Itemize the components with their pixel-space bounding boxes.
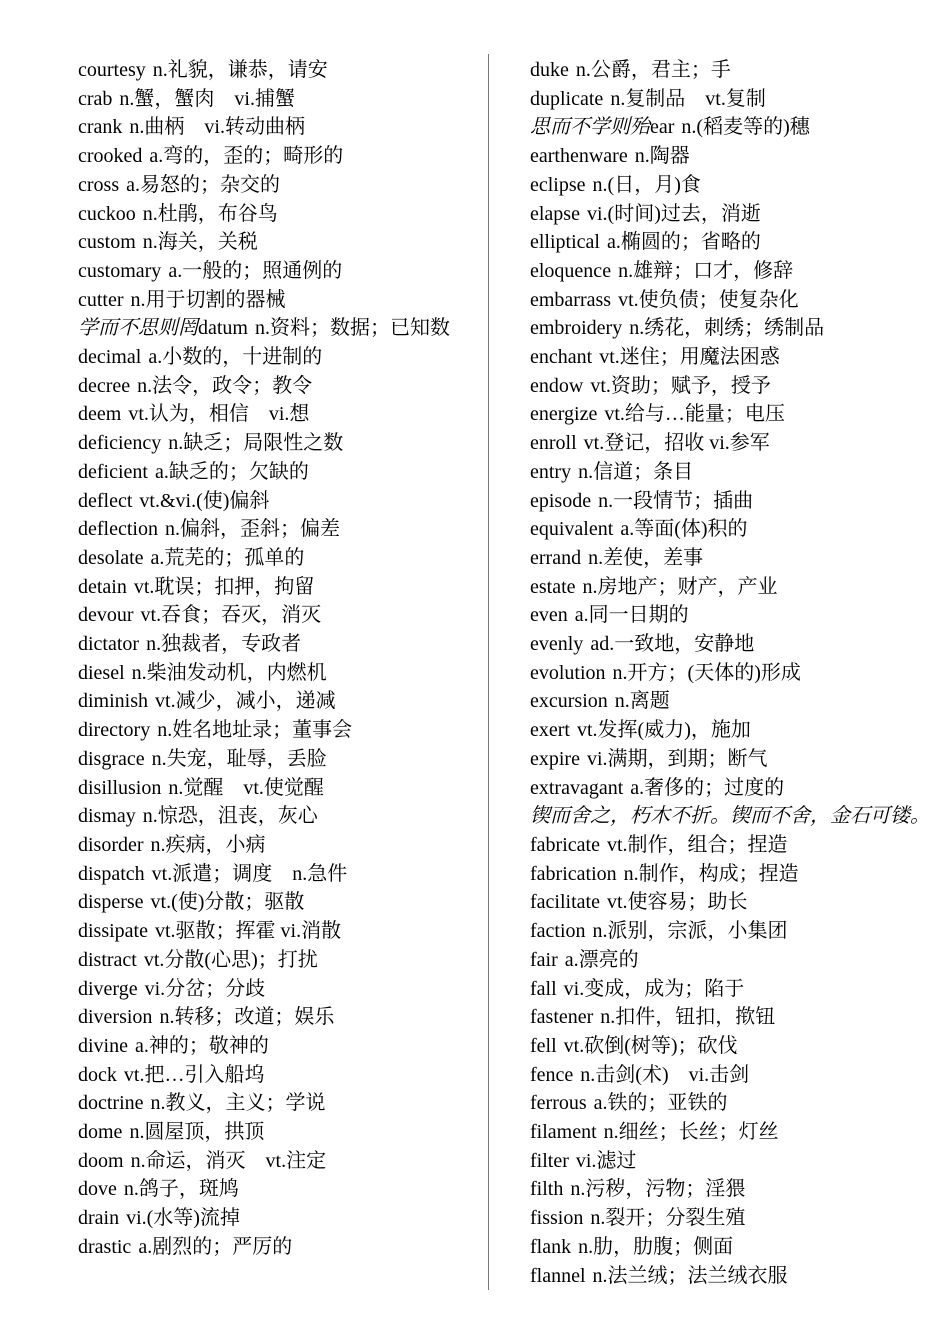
vocab-entry [78,888,473,917]
vocab-definition: n.杜鹃，布谷鸟 [142,202,278,225]
vocab-word: errand [530,546,582,569]
vocab-definition: n.肋，肋腹；侧面 [578,1235,734,1258]
vocab-definition: n.教义，主义；学说 [150,1092,326,1115]
vocab-definition: vt.认为，相信 vi.想 [128,403,310,426]
vocab-entry [78,1089,473,1118]
right-column [530,56,940,1290]
vocab-entry [78,1003,473,1032]
vocab-entry [530,601,940,630]
vocab-entry [78,1204,473,1233]
vocab-definition: vi.分岔；分歧 [144,977,266,1000]
vocab-word: cuckoo [78,202,136,225]
vocab-word: disillusion [78,776,162,799]
vocab-entry [530,85,940,114]
vocab-definition: n.公爵，君主；手 [575,59,731,81]
vocab-definition: n.缺乏；局限性之数 [168,432,344,455]
vocab-word: datum [198,317,248,340]
vocab-definition: a.剧烈的；严厉的 [138,1235,293,1258]
vocab-definition: n.差使，差事 [588,546,704,569]
vocab-word: decimal [78,346,142,369]
vocab-word: directory [78,719,151,742]
vocab-word: even [530,604,568,627]
vocab-word: facilitate [530,891,600,914]
vocab-entry [530,888,940,917]
vocab-definition: n.雄辩；口才，修辞 [618,259,794,282]
proverb-text: 思而不学则殆 [530,116,650,139]
vocab-entry [78,1118,473,1147]
vocab-definition: vi.满期，到期；断气 [586,747,768,770]
vocab-entry [530,257,940,286]
vocab-entry [78,400,473,429]
vocab-entry [530,1175,940,1204]
vocab-entry [530,1032,940,1061]
vocab-definition: n.姓名地址录；董事会 [157,719,353,742]
vocab-word: fabricate [530,833,600,856]
vocab-entry [78,372,473,401]
vocab-word: deficient [78,460,148,483]
vocab-definition: a.易怒的；杂交的 [126,173,280,196]
vocab-definition: vt.分散(心思)；打扰 [143,948,318,971]
vocab-definition: n.命运，消灭 vt.注定 [130,1149,327,1172]
column-divider [488,54,489,1290]
vocab-entry [530,659,940,688]
vocab-entry [78,515,473,544]
vocab-word: crooked [78,145,143,168]
vocab-definition: n.污秽，污物；淫猥 [570,1178,746,1201]
vocab-definition: a.铁的；亚铁的 [593,1092,728,1115]
vocab-definition: n.(稻麦等的)穗 [681,116,810,139]
vocab-definition: vt.(使)分散；驱散 [150,891,305,914]
vocab-word: evolution [530,661,606,684]
vocab-entry [530,774,940,803]
vocab-definition: vt.使容易；助长 [606,891,748,914]
vocab-entry [530,343,940,372]
vocab-definition: vt.资助；赋予，授予 [590,374,771,397]
vocab-entry [78,946,473,975]
vocab-definition: n.离题 [614,690,670,713]
vocab-entry [530,142,940,171]
vocab-definition: n.鸽子，斑鸠 [123,1178,239,1201]
vocab-entry [78,113,473,142]
vocab-word: filth [530,1178,564,1201]
vocab-entry [530,745,940,774]
vocab-definition: vt.迷住；用魔法困惑 [599,346,780,369]
vocab-entry [78,659,473,688]
vocab-entry [530,802,940,859]
vocab-entry [78,573,473,602]
vocab-word: dispatch [78,862,145,885]
vocab-word: earthenware [530,145,628,168]
vocab-entry [530,946,940,975]
vocab-entry [530,716,940,745]
vocab-definition: vt.驱散；挥霍 vi.消散 [155,920,342,943]
vocab-word: deem [78,403,122,426]
vocab-entry [78,687,473,716]
vocab-definition: n.一段情节；插曲 [598,489,754,512]
vocab-entry [78,802,473,831]
vocab-definition: n.复制品 vt.复制 [610,87,766,110]
vocab-definition: a.荒芜的；孤单的 [150,546,305,569]
vocab-word: ferrous [530,1092,587,1115]
vocab-definition: a.等面(体)积的 [620,518,748,541]
vocab-entry [78,831,473,860]
vocab-definition: n.(日，月)食 [592,173,701,196]
vocab-word: custom [78,231,136,254]
vocab-word: excursion [530,690,608,713]
vocab-word: expire [530,747,580,770]
vocab-definition: vt.使负债；使复杂化 [618,288,799,311]
vocab-word: diverge [78,977,138,1000]
vocab-entry [78,601,473,630]
vocab-word: divine [78,1034,128,1057]
vocab-entry [78,917,473,946]
vocab-word: devour [78,604,134,627]
vocab-entry [78,85,473,114]
vocab-entry [530,487,940,516]
vocab-word: deficiency [78,432,162,455]
vocab-word: dictator [78,633,140,656]
vocab-entry [78,1032,473,1061]
vocab-definition: vi.滤过 [575,1149,637,1172]
vocab-word: customary [78,259,162,282]
vocab-definition: n.用于切割的器械 [130,288,286,311]
vocab-word: disorder [78,833,144,856]
vocab-definition: vt.派遣；调度 n.急件 [151,862,348,885]
vocab-definition: n.失宠，耻辱，丢脸 [151,747,327,770]
vocab-word: filament [530,1121,597,1144]
vocab-definition: a.缺乏的；欠缺的 [154,460,309,483]
vocab-entry [530,687,940,716]
vocab-entry [530,630,940,659]
vocab-definition: n.独裁者，专政者 [146,633,302,656]
vocab-definition: n.曲柄 vi.转动曲柄 [129,116,305,139]
left-column [78,56,473,1262]
vocab-entry [530,1147,940,1176]
vocab-word: eclipse [530,173,586,196]
vocab-entry [530,917,940,946]
vocab-entry [530,372,940,401]
vocab-word: fair [530,948,558,971]
vocab-definition: a.弯的，歪的；畸形的 [149,145,344,168]
vocab-definition: vt.发挥(威力)，施加 [576,719,751,742]
vocab-entry [78,1175,473,1204]
vocab-word: dissipate [78,920,148,943]
vocab-word: ear [650,116,675,139]
vocab-entry [530,1262,940,1291]
vocab-word: filter [530,1149,569,1172]
vocab-entry [530,975,940,1004]
vocab-word: detain [78,575,127,598]
vocab-definition: n.礼貌，谦恭，请安 [152,59,328,81]
vocab-entry [78,56,473,85]
vocab-entry [530,544,940,573]
vocab-entry [78,228,473,257]
vocab-entry [78,1147,473,1176]
proverb-text: 学而不思则罔 [78,317,198,340]
vocab-definition: vt.登记，招收 vi.参军 [583,432,770,455]
vocab-definition: a.神的；敬神的 [135,1034,269,1057]
vocab-definition: vi.变成，成为；陷于 [563,977,745,1000]
vocab-entry [530,1003,940,1032]
vocab-entry [530,458,940,487]
vocab-definition: a.同一日期的 [574,604,689,627]
vocab-word: cross [78,173,120,196]
vocab-word: fence [530,1063,574,1086]
vocab-entry [78,429,473,458]
vocab-definition: n.转移；改道；娱乐 [159,1006,335,1029]
vocab-word: disgrace [78,747,145,770]
vocab-entry [78,1233,473,1262]
vocab-entry [78,860,473,889]
vocab-definition: n.蟹，蟹肉 vi.捕蟹 [119,87,295,110]
vocab-word: evenly [530,633,584,656]
vocab-definition: n.海关，关税 [142,231,258,254]
vocab-entry [530,429,940,458]
vocab-word: equivalent [530,518,614,541]
vocab-definition: n.细丝；长丝；灯丝 [603,1121,779,1144]
vocab-definition: a.椭圆的；省略的 [606,231,761,254]
vocab-definition: n.法兰绒；法兰绒衣服 [592,1264,788,1287]
vocab-entry [78,774,473,803]
vocab-entry [530,1118,940,1147]
vocab-definition: vt.制作，组合；捏造 [606,833,788,856]
vocab-word: deflection [78,518,158,541]
vocab-word: distract [78,948,137,971]
vocab-word: faction [530,920,586,943]
vocab-word: dove [78,1178,117,1201]
vocab-entry [530,1233,940,1262]
vocab-word: duplicate [530,87,604,110]
vocab-word: courtesy [78,59,146,81]
vocab-definition: vt.吞食；吞灭，消灭 [140,604,322,627]
vocab-definition: n.击剑(术) vi.击剑 [580,1063,750,1086]
vocab-word: embarrass [530,288,612,311]
vocab-entry [530,1089,940,1118]
vocab-word: dismay [78,805,136,828]
vocab-word: deflect [78,489,133,512]
vocab-definition: vt.砍倒(树等)；砍伐 [563,1034,738,1057]
vocab-definition: a.漂亮的 [564,948,639,971]
proverb-text: 锲而舍之，朽木不折。锲而不舍，金石可镂。 [530,805,930,828]
vocab-entry [530,171,940,200]
vocab-word: extravagant [530,776,624,799]
vocab-word: fastener [530,1006,594,1029]
vocab-word: flank [530,1235,572,1258]
vocab-word: exert [530,719,570,742]
vocab-entry [530,400,940,429]
vocab-word: duke [530,59,569,81]
vocab-word: fission [530,1207,584,1230]
vocab-entry [78,343,473,372]
vocab-entry [530,515,940,544]
vocab-word: desolate [78,546,144,569]
vocab-definition: vt.给与…能量；电压 [604,403,785,426]
vocab-word: endow [530,374,584,397]
vocab-word: fabrication [530,862,617,885]
vocab-definition: n.扣件，钮扣，揿钮 [600,1006,776,1029]
vocab-entry [78,200,473,229]
vocab-word: episode [530,489,592,512]
vocab-word: diversion [78,1006,153,1029]
vocab-word: cutter [78,288,124,311]
vocab-definition: n.制作，构成；捏造 [623,862,799,885]
vocab-word: fall [530,977,557,1000]
vocab-word: decree [78,374,131,397]
vocab-word: enroll [530,432,577,455]
vocab-word: flannel [530,1264,586,1287]
vocab-definition: vt.减少，减小，递减 [155,690,336,713]
vocab-word: energize [530,403,598,426]
vocab-definition: n.绣花，刺绣；绣制品 [629,317,825,340]
vocab-word: elapse [530,202,580,225]
vocab-word: crank [78,116,123,139]
vocab-word: diminish [78,690,149,713]
vocab-entry [78,171,473,200]
vocab-entry [530,1061,940,1090]
vocab-definition: vt.耽误；扣押，拘留 [133,575,315,598]
vocab-word: embroidery [530,317,623,340]
vocab-entry [530,314,940,343]
vocab-word: enchant [530,346,593,369]
vocab-word: disperse [78,891,144,914]
vocab-definition: n.惊恐，沮丧，灰心 [142,805,318,828]
vocab-entry [78,314,473,343]
vocab-entry [78,142,473,171]
vocab-definition: ad.一致地，安静地 [590,633,755,656]
vocab-definition: n.信道；条目 [578,460,694,483]
vocab-definition: n.房地产；财产，产业 [582,575,778,598]
vocab-entry [78,257,473,286]
vocab-entry [78,975,473,1004]
vocab-definition: n.偏斜，歪斜；偏差 [164,518,340,541]
vocab-entry [78,1061,473,1090]
vocab-word: dome [78,1121,123,1144]
vocab-definition: n.裂开；分裂生殖 [590,1207,746,1230]
vocab-entry [530,56,940,85]
vocab-entry [530,1204,940,1233]
vocab-definition: vi.(时间)过去，消逝 [586,202,761,225]
vocab-entry [530,860,940,889]
vocab-definition: vi.(水等)流掉 [126,1207,240,1230]
vocab-word: elliptical [530,231,600,254]
vocab-definition: vt.把…引入船坞 [123,1063,265,1086]
vocab-definition: n.开方；(天体的)形成 [612,661,801,684]
vocab-definition: vt.&vi.(使)偏斜 [139,489,270,512]
vocab-word: dock [78,1063,117,1086]
vocab-entry [78,286,473,315]
vocab-entry [530,286,940,315]
vocab-word: drain [78,1207,120,1230]
vocab-definition: n.陶器 [634,145,690,168]
vocab-entry [78,745,473,774]
vocab-definition: a.奢侈的；过度的 [630,776,785,799]
vocab-definition: a.小数的，十进制的 [148,346,323,369]
vocab-word: entry [530,460,572,483]
vocab-entry [530,573,940,602]
vocab-word: doom [78,1149,124,1172]
vocab-entry [530,228,940,257]
vocab-entry [78,487,473,516]
vocab-definition: n.法令，政令；教令 [137,374,313,397]
vocab-definition: n.资料；数据；已知数 [255,317,450,340]
vocab-definition: n.疾病，小病 [150,833,266,856]
vocab-entry [78,544,473,573]
vocab-entry [530,200,940,229]
vocab-entry [78,630,473,659]
vocab-definition: n.圆屋顶，拱顶 [129,1121,265,1144]
vocab-definition: n.觉醒 vt.使觉醒 [168,776,324,799]
vocab-definition: n.派别，宗派，小集团 [592,920,788,943]
vocab-entry [78,716,473,745]
vocab-word: crab [78,87,113,110]
vocab-word: eloquence [530,259,612,282]
vocab-definition: a.一般的；照通例的 [168,259,343,282]
vocab-entry [530,113,940,142]
vocab-word: drastic [78,1235,132,1258]
vocab-word: diesel [78,661,125,684]
vocab-entry [78,458,473,487]
vocab-definition: n.柴油发动机，内燃机 [131,661,327,684]
vocab-word: estate [530,575,576,598]
vocab-word: doctrine [78,1092,144,1115]
vocab-word: fell [530,1034,557,1057]
